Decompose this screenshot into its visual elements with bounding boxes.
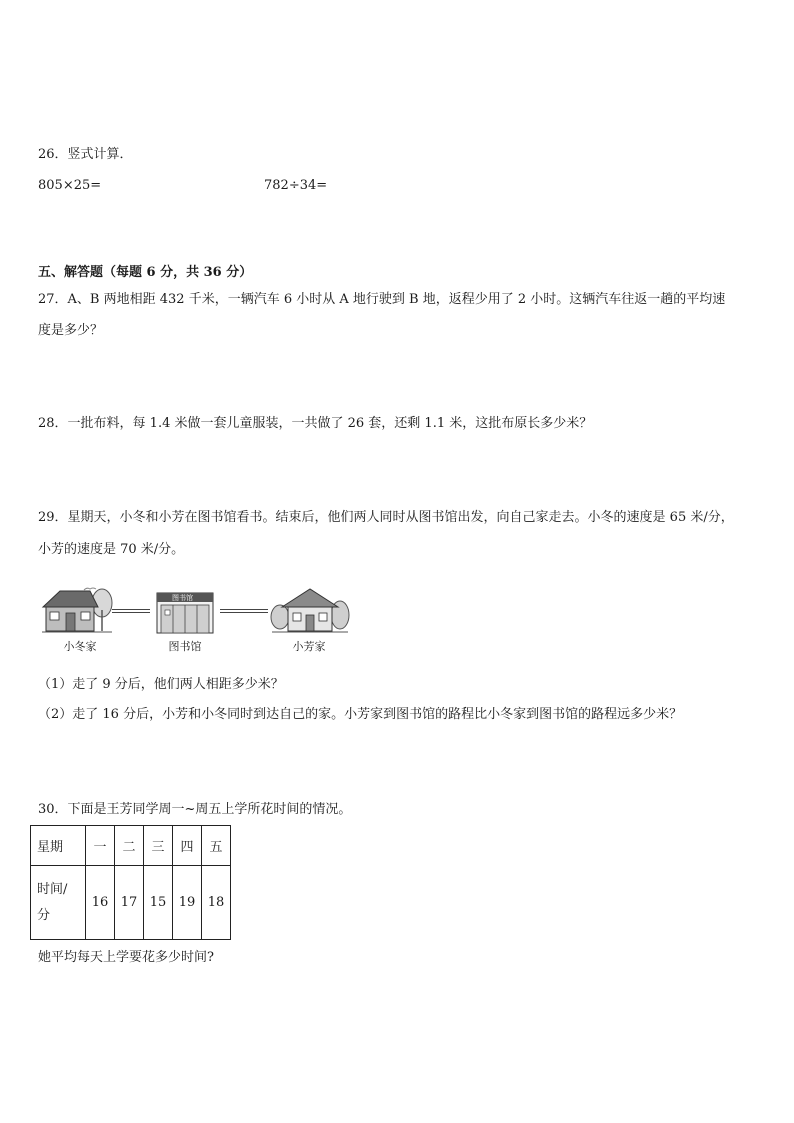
table-day: 五 (202, 826, 231, 866)
library-sign: 图书馆 (172, 594, 193, 602)
path-line-left (112, 609, 150, 613)
q27-line-2: 度是多少？ (38, 323, 104, 338)
table-day: 二 (115, 826, 144, 866)
table-day: 四 (173, 826, 202, 866)
table-row (31, 826, 231, 866)
row-label-line-2: 分 (37, 907, 51, 923)
caption-xiaodong-home: 小冬家 (63, 640, 97, 653)
q28-text: 28．一批布料，每 1.4 米做一套儿童服装，一共做了 26 套，还剩 1.1 米，这批布原长多少米？ (38, 416, 593, 431)
table-cell-time: 19 (173, 866, 202, 940)
section-heading: 五、解答题（每题 6 分，共 36 分） (38, 265, 253, 280)
caption-xiaofang-home: 小芳家 (292, 640, 326, 653)
caption-library: 图书馆 (168, 640, 202, 653)
table-cell-time: 17 (115, 866, 144, 940)
q29-line-1: 29．星期天，小冬和小芳在图书馆看书。结束后，他们两人同时从图书馆出发，向自己家走去。小冬的速度是 65 米/分， (38, 510, 734, 525)
table-day: 一 (86, 826, 115, 866)
path-line-right (220, 609, 268, 613)
table-row (31, 866, 231, 940)
q26-expression-2: 782÷34= (264, 178, 328, 193)
q26-expression-1: 805×25= (38, 178, 102, 193)
table-day: 三 (144, 826, 173, 866)
q30-intro: 30．下面是王芳同学周一~周五上学所花时间的情况。 (38, 802, 352, 817)
table-cell-time: 16 (86, 866, 115, 940)
table-header-label: 星期 (31, 826, 86, 866)
xiaodong-house-icon (40, 585, 115, 635)
q26-title: 26．竖式计算． (38, 147, 133, 162)
q30-question: 她平均每天上学要花多少时间? (38, 950, 214, 965)
q27-line-1: 27．A、B 两地相距 432 千米，一辆汽车 6 小时从 A 地行驶到 B 地，返程少用了 2 小时。这辆汽车往返一趟的平均速 (38, 292, 726, 307)
table-row-label (31, 866, 86, 940)
time-table (30, 825, 231, 940)
table-cell-time: 15 (144, 866, 173, 940)
table-cell-time: 18 (202, 866, 231, 940)
q29-sub-question-2: （2）走了 16 分后，小芳和小冬同时到达自己的家。小芳家到图书馆的路程比小冬家到图书馆的路程远多少米？ (38, 707, 683, 722)
q29-line-2: 小芳的速度是 70 米/分。 (38, 542, 185, 557)
row-label-line-1: 时间/ (37, 881, 68, 897)
xiaofang-house-icon (270, 585, 350, 635)
q29-sub-question-1: （1）走了 9 分后，他们两人相距多少米？ (38, 677, 284, 692)
